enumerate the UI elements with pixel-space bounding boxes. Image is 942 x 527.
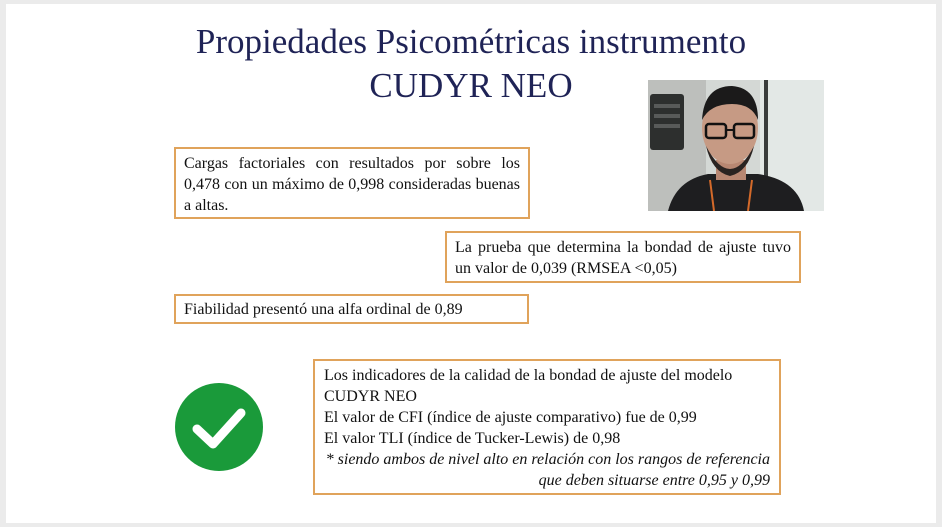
reliability-box: Fiabilidad presentó una alfa ordinal de 0,89 [174, 294, 529, 324]
goodness-of-fit-box: La prueba que determina la bondad de ajuste tuvo un valor de 0,039 (RMSEA <0,05) [445, 231, 801, 283]
tli-value: El valor TLI (índice de Tucker-Lewis) de 0,98 [324, 430, 621, 447]
presenter-video-feed [648, 80, 824, 211]
reference-range-note: * siendo ambos de nivel alto en relación con los rangos de referencia que deben situarse entre 0,95 y 0,99 [325, 451, 770, 489]
fit-indicators-box [313, 359, 781, 495]
factor-loadings-box: Cargas factoriales con resultados por sobre los 0,478 con un máximo de 0,998 consideradas buenas a altas. [174, 147, 530, 219]
check-circle-icon [175, 383, 263, 471]
fit-indicators-intro: Los indicadores de la calidad de la bondad de ajuste del modelo CUDYR NEO [324, 367, 733, 405]
slide-title-line-1: Propiedades Psicométricas instrumento [195, 22, 747, 61]
slide-title-line-2: CUDYR NEO [369, 66, 573, 105]
cfi-value: El valor de CFI (índice de ajuste comparativo) fue de 0,99 [324, 409, 697, 426]
